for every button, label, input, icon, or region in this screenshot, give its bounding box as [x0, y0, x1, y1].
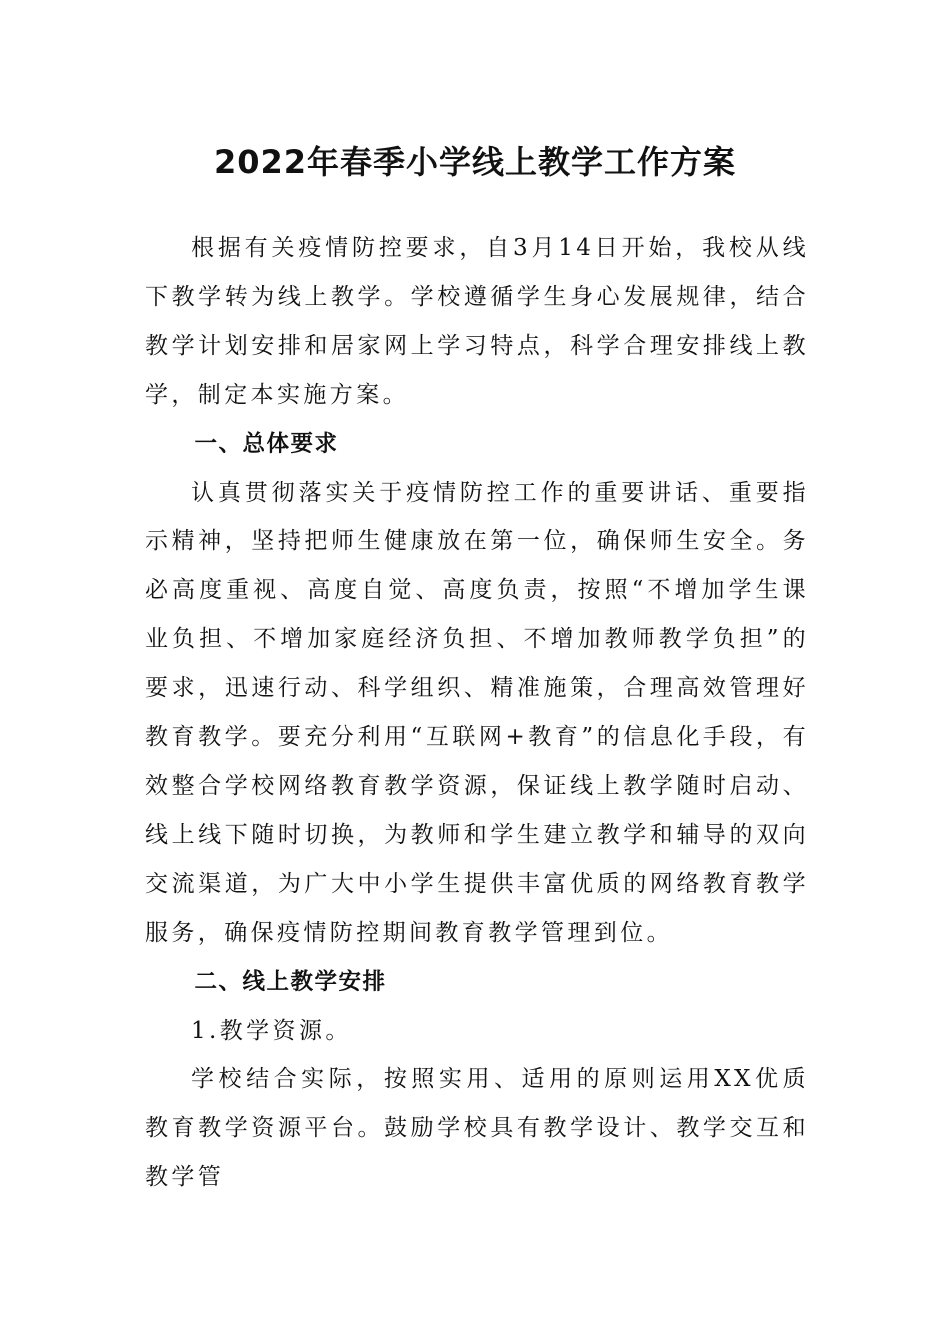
general-requirements-paragraph: 认真贯彻落实关于疫情防控工作的重要讲话、重要指示精神，坚持把师生健康放在第一位，确保师生安全。务必高度重视、高度自觉、高度负责，按照“不增加学生课业负担、不增加家庭经济负担、不增加教师教学负担”的要求，迅速行动、科学组织、精准施策，合理高效管理好教育教学。要充分利用“互联网+教育”的信息化手段，有效整合学校网络教育教学资源，保证线上教学随时启动、线上线下随时切换，为教师和学生建立教学和辅导的双向交流渠道，为广大中小学生提供丰富优质的网络教育教学服务，确保疫情防控期间教育教学管理到位。 — [145, 479, 809, 946]
document-title: 2022年春季小学线上教学工作方案 — [213, 143, 737, 181]
section-heading-online-teaching: 二、线上教学安排 — [194, 968, 387, 995]
document-body — [145, 224, 809, 1202]
intro-paragraph: 根据有关疫情防控要求，自3月14日开始，我校从线下教学转为线上教学。学校遵循学生身心发展规律，结合教学计划安排和居家网上学习特点，科学合理安排线上教学，制定本实施方案。 — [145, 235, 809, 408]
teaching-resources-paragraph: 学校结合实际，按照实用、适用的原则运用XX优质教育教学资源平台。鼓励学校具有教学设计、教学交互和教学管 — [145, 1066, 809, 1191]
teaching-resources-label: 1.教学资源。 — [191, 1017, 352, 1044]
section-heading-general-requirements: 一、总体要求 — [194, 430, 339, 457]
